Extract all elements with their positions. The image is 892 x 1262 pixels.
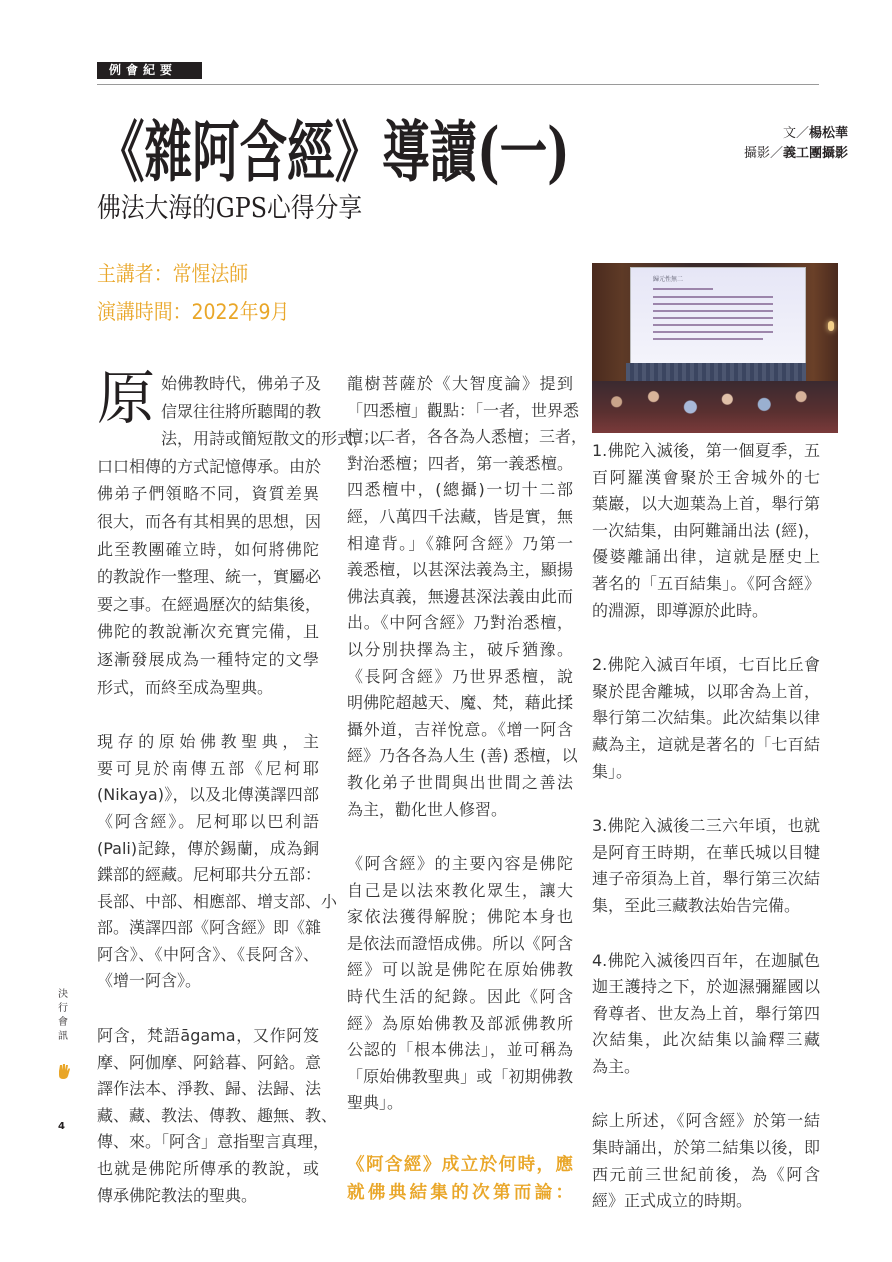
text-line: 很大，而各有其相異的思想，因 bbox=[97, 511, 322, 531]
paragraph bbox=[592, 1108, 820, 1214]
text-line: 是阿育王時期，在華氏城以目犍 bbox=[592, 842, 820, 862]
text-line: 佛法真義，無邊甚深法義由此而 bbox=[347, 586, 573, 606]
slide-title: 歸元性無二 bbox=[653, 276, 684, 283]
text-line: 鍱部的經藏。尼柯耶共分五部： bbox=[97, 865, 322, 885]
text-line: (Nikaya)》，以及北傳漢譯四部 bbox=[97, 785, 319, 805]
text-line: 脅尊者、世友為上首，舉行第四 bbox=[592, 1003, 820, 1023]
text-line: 著名的「五百結集」。《阿含經》 bbox=[592, 573, 820, 593]
text-line: 佛弟子們領略不同，資質差異 bbox=[97, 484, 319, 504]
text-line: 經》為原始佛教及部派佛教所 bbox=[347, 1013, 573, 1033]
slide-text-line bbox=[653, 324, 773, 326]
text-line: 迦王護持之下，於迦濕彌羅國以 bbox=[592, 977, 820, 997]
text-line: 逐漸發展成為一種特定的文學 bbox=[97, 649, 319, 669]
text-line: 自己是以法來教化眾生，讓大 bbox=[347, 880, 573, 900]
text-line: 阿含，梵語āgama，又作阿笈 bbox=[97, 1026, 319, 1046]
text-line: 形式，而終至成為聖典。 bbox=[97, 677, 274, 697]
text-line: 就佛典結集的次第而論： bbox=[347, 1183, 573, 1204]
text-line: 現存的原始佛教聖典，主 bbox=[97, 732, 319, 752]
paragraph bbox=[592, 652, 820, 785]
text-line: 相違背。」《雜阿含經》乃第一 bbox=[347, 533, 573, 553]
text-line: 法，用詩或簡短散文的形式，以 bbox=[161, 429, 386, 449]
wall-lamp bbox=[828, 321, 834, 331]
paragraph bbox=[97, 364, 386, 701]
text-line: 傳承佛陀教法的聖典。 bbox=[97, 1185, 258, 1205]
slide-text-line bbox=[653, 303, 773, 305]
text-line: 經》正式成立的時期。 bbox=[592, 1191, 753, 1211]
text-line: 「四悉檀」觀點：「一者，世界悉 bbox=[347, 400, 580, 420]
photo-label: 攝影／ bbox=[743, 146, 783, 161]
text-line: 譯作法本、淨教、歸、法歸、法 bbox=[97, 1079, 322, 1099]
article-subtitle: 佛法大海的GPS心得分享 bbox=[97, 193, 363, 224]
text-line: 「原始佛教聖典」或「初期佛教 bbox=[347, 1066, 573, 1086]
paragraph bbox=[97, 729, 338, 995]
text-line: 4.佛陀入滅後四百年，在迦膩色 bbox=[592, 950, 820, 970]
text-line: 《長阿含經》乃世界悉檀，說 bbox=[347, 666, 573, 686]
text-line: 時代生活的紀錄。因此《阿含 bbox=[347, 987, 573, 1007]
text-line: 的淵源，即導源於此時。 bbox=[592, 600, 769, 620]
text-line: 阿含》、《中阿含》、《長阿含》、 bbox=[97, 944, 319, 964]
lecture-time-label: 演講時間： bbox=[97, 300, 192, 324]
slide-text-line bbox=[653, 338, 763, 340]
text-line: 佛陀的教說漸次充實完備，且 bbox=[97, 622, 319, 642]
text-line: 3.佛陀入滅後二三六年頃，也就 bbox=[592, 816, 820, 836]
text-line: 四悉檀中，(總攝)一切十二部 bbox=[347, 480, 573, 500]
text-line: 一次結集，由阿難誦出法 (經)， bbox=[592, 520, 820, 540]
text-line: 要之事。在經過歷次的結集後， bbox=[97, 594, 322, 614]
text-line: (Pali)記錄，傳於錫蘭，成為銅 bbox=[97, 838, 319, 858]
projection-screen bbox=[630, 267, 806, 365]
hand-icon bbox=[57, 1062, 71, 1080]
text-line: 要可見於南傳五部《尼柯耶 bbox=[97, 758, 319, 778]
section-heading bbox=[347, 1151, 573, 1207]
drop-cap: 原 bbox=[97, 364, 156, 432]
text-line: 教化弟子世間與出世間之善法 bbox=[347, 772, 573, 792]
author-credit bbox=[744, 124, 848, 144]
text-line: 也就是佛陀所傳承的教說，或 bbox=[97, 1159, 319, 1179]
lecture-photo bbox=[592, 263, 838, 433]
text-line: 為主，勸化世人修習。 bbox=[347, 799, 508, 819]
paragraph bbox=[592, 438, 820, 624]
text-line: 聖典」。 bbox=[347, 1093, 404, 1113]
text-line: 集，至此三藏教法始告完備。 bbox=[592, 895, 801, 915]
text-line: 始佛教時代，佛弟子及 bbox=[161, 374, 322, 393]
column-2 bbox=[347, 371, 588, 1235]
text-line: 口口相傳的方式記憶傳承。由於 bbox=[97, 456, 322, 476]
text-line: 《阿含經》成立於何時，應 bbox=[347, 1155, 573, 1176]
text-line: 家依法獲得解脫；佛陀本身也 bbox=[347, 907, 573, 927]
text-line: 檀；二者，各各為人悉檀；三者， bbox=[347, 427, 588, 447]
slide-text-line bbox=[653, 317, 773, 319]
text-line: 信眾往往將所聽聞的教 bbox=[161, 401, 322, 421]
text-line: 1.佛陀入滅後，第一個夏季，五 bbox=[592, 441, 820, 460]
text-line: 連子帝須為上首，舉行第三次結 bbox=[592, 869, 820, 889]
text-line: 2.佛陀入滅百年頃，七百比丘會 bbox=[592, 655, 820, 675]
slide-text-line bbox=[653, 310, 773, 312]
text-line: 藏為主，這就是著名的「七百結 bbox=[592, 734, 820, 754]
text-line: 對治悉檀；四者，第一義悉檀。 bbox=[347, 453, 573, 473]
text-line: 為主。 bbox=[592, 1056, 641, 1076]
slide-text-line bbox=[653, 331, 773, 333]
text-line: 的教說作一整理、統一，實屬必 bbox=[97, 567, 322, 587]
text-line: 傳、來。「阿含」意指聖言真理， bbox=[97, 1132, 330, 1152]
text-line: 公認的「根本佛法」，並可稱為 bbox=[347, 1040, 573, 1060]
text-line: 《阿含經》的主要內容是佛陀 bbox=[347, 854, 573, 874]
text-line: 攝外道，吉祥悅意。《增一阿含 bbox=[347, 719, 573, 739]
header-divider bbox=[97, 84, 819, 85]
text-line: 次結集，此次結集以論釋三藏 bbox=[592, 1030, 820, 1050]
paragraph bbox=[592, 948, 820, 1081]
text-line: 《阿含經》。尼柯耶以巴利語 bbox=[97, 811, 319, 831]
text-line: 經，八萬四千法藏，皆是實，無 bbox=[347, 506, 573, 526]
text-line: 葉巖，以大迦葉為上首，舉行第 bbox=[592, 494, 820, 514]
audience bbox=[592, 381, 838, 433]
publication-name: 決 行 會 訊 bbox=[58, 989, 68, 1042]
article-title: 《雜阿含經》導讀(一) bbox=[97, 113, 570, 191]
text-line: 出。《中阿含經》乃對治悉檀， bbox=[347, 613, 573, 633]
section-tag: 例會紀要 bbox=[97, 62, 202, 79]
text-line: 此至教團確立時，如何將佛陀 bbox=[97, 539, 319, 559]
slide-text-line bbox=[653, 288, 713, 290]
text-line: 集時誦出，於第二結集以後，即 bbox=[592, 1138, 820, 1158]
text-line: 優婆離誦出律，這就是歷史上 bbox=[592, 547, 820, 567]
column-1 bbox=[97, 364, 386, 1237]
text-line: 龍樹菩薩於《大智度論》提到 bbox=[347, 374, 573, 393]
paragraph bbox=[592, 813, 820, 919]
speaker-name: 常惺法師 bbox=[172, 262, 249, 286]
text-line: 舉行第二次結集。此次結集以律 bbox=[592, 708, 820, 728]
photo-credit bbox=[744, 144, 848, 164]
photographer-name: 義工團攝影 bbox=[782, 146, 848, 161]
lecture-time-line bbox=[97, 296, 289, 326]
lecture-time: 2022年9月 bbox=[191, 300, 290, 324]
text-line: 以分別抉擇為主，破斥猶豫。 bbox=[347, 639, 573, 659]
byline bbox=[744, 124, 848, 164]
paragraph bbox=[97, 1023, 338, 1209]
text-line: 藏、藏、教法、傳教、趣無、教、 bbox=[97, 1105, 338, 1125]
paragraph bbox=[347, 851, 573, 1117]
column-3 bbox=[592, 438, 820, 1243]
text-line: 《增一阿含》。 bbox=[97, 971, 202, 991]
text-line: 聚於毘舍離城，以耶舍為上首， bbox=[592, 681, 820, 701]
text-line: 明佛陀超越天、魔、梵，藉此揉 bbox=[347, 693, 573, 713]
text-line: 百阿羅漢會聚於王舍城外的七 bbox=[592, 467, 820, 487]
text-line: 經》可以說是佛陀在原始佛教 bbox=[347, 960, 573, 980]
text-line: 義悉檀，以甚深法義為主，顯揚 bbox=[347, 560, 573, 580]
text-line: 綜上所述，《阿含經》於第一結 bbox=[592, 1111, 820, 1131]
author-name: 楊松華 bbox=[808, 126, 848, 141]
text-line: 是依法而證悟成佛。所以《阿含 bbox=[347, 933, 573, 953]
paragraph bbox=[347, 371, 588, 823]
text-line: 西元前三世紀前後，為《阿含 bbox=[592, 1164, 820, 1184]
text-line: 集」。 bbox=[592, 761, 633, 781]
author-label: 文／ bbox=[782, 126, 809, 141]
text-line: 摩、阿伽摩、阿鋡暮、阿鋡。意 bbox=[97, 1052, 322, 1072]
slide-text-line bbox=[653, 296, 773, 298]
text-line: 部。漢譯四部《阿含經》即《雜 bbox=[97, 918, 322, 938]
speaker-line bbox=[97, 258, 248, 288]
text-line: 長部、中部、相應部、增支部、小 bbox=[97, 891, 338, 911]
speaker-label: 主講者： bbox=[97, 262, 173, 286]
text-line: 經》乃各各為人生 (善) 悉檀，以 bbox=[347, 746, 578, 766]
page-number: 4 bbox=[58, 1121, 65, 1132]
